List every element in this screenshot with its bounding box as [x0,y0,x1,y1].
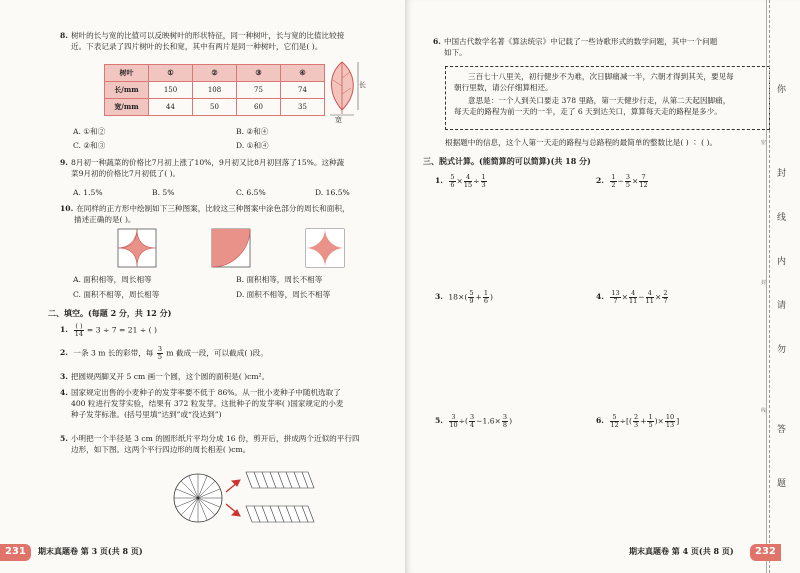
option-a[interactable]: A. 1.5% [73,188,103,197]
question-text: 小明把一个半径是 3 cm 的圆形纸片平均分成 16 份，剪开后，拼成两个近似的平行四 [70,434,360,443]
table-row [105,82,325,99]
fraction: $\frac{4}{11}$ [629,289,638,305]
sidebar-char: 答 [777,425,787,435]
table-cell: 75 [237,82,281,99]
calc-3: 3. 18×( $\frac{5}{9}$ + $\frac{1}{6}$ ) [435,289,493,305]
fraction: $\frac{3}{5}$ [625,173,631,189]
table-cell: 宽/mm [105,99,149,116]
option-d[interactable]: D. 16.5% [315,188,350,197]
calc-4: 4. $\frac{13}{7}$ × $\frac{4}{11}$ − $\frac{4}{11}$ × $\frac{2}{7}$ [596,289,668,305]
page-number-left: 231 [0,544,31,561]
table-row [105,65,325,82]
question-number: 2. [596,176,604,186]
table-row [105,99,325,116]
fraction: $\frac{1}{5}$ [648,413,653,429]
question-9 [60,157,390,179]
option-b[interactable]: B. 面积相等，周长不相等 [236,275,323,284]
fraction-denominator: 5 [157,352,162,361]
seal-line-sidebar: 你 密 封 线 内 封 请 勿 线 答 题 [766,0,800,573]
fill-4 [60,387,390,420]
poem-text: 三百七十八里关，初行健步不为难，次日脚痛减一半，六朝才得到其关，要见每 [468,72,734,81]
question-number: 5. [60,434,68,443]
sidebar-char: 请 [777,301,787,311]
question-number: 6. [433,37,441,46]
fraction: $\frac{4}{11}$ [645,289,654,305]
table-cell: 50 [193,99,237,116]
option-c[interactable]: C. 6.5% [236,188,266,197]
option-c[interactable]: C. 面积不相等，周长相等 [73,290,160,299]
fraction: $\frac{13}{7}$ [611,289,620,305]
question-text: 在同样的正方形中绘制如下三种图案，比较这三种图案中涂色部分的周长和面积， [76,204,350,213]
sidebar-char: 线 [777,213,787,223]
table-cell: 44 [149,99,193,116]
pattern-quarter-circle-square [211,228,251,268]
question-text: 国家规定出售的小麦种子的发芽率要不低于 86%。从一批小麦种子中随机选取了 [70,388,341,397]
question-text: 把圆规两脚叉开 5 cm 画一个圆，这个圆的面积是( )cm²。 [70,372,270,381]
fraction: $\frac{5}{12}$ [610,413,619,429]
question-text: 400 粒进行发芽实验，结果有 372 粒发芽。这批种子的发芽率( )国家规定的小麦 [71,399,344,408]
poem-box [445,66,770,130]
section-score: (每题 2 分，共 12 分) [88,308,172,318]
section-3-heading [423,156,591,168]
question-text: 如下。 [444,48,467,57]
question-text: 描述正确的是( )。 [74,215,136,224]
table-header: ③ [237,65,281,82]
leaf-length-label: 长 [359,81,366,89]
question-text: = 3 ÷ 7 = 21 ÷ ( ) [86,325,157,335]
question-number: 6. [596,416,604,426]
question-text: 菜9月初的价格比7月初低了( )。 [71,169,181,178]
poem-text: 朝行里数，请公仔细算相还。 [454,83,553,92]
fraction: $\frac{1}{6}$ [483,289,488,305]
leaf-table [104,64,325,116]
option-d[interactable]: D. 面积不相等，周长不相等 [236,290,331,299]
question-number: 3. [435,292,443,302]
sidebar-char: 你 [777,85,787,95]
footer-text-left: 期末真题卷 第 3 页(共 8 页) [38,546,143,556]
leaf-width-label: 宽 [335,116,342,124]
fraction: $\frac{4}{15}$ [463,173,473,189]
table-cell: 74 [281,82,325,99]
question-text: 8月初一种蔬菜的价格比7月初上涨了10%，9月初又比8月初回落了15%。这种蔬 [70,158,345,167]
question-number: 2. [60,348,68,358]
poem-meaning: 意思是：一个人到关口要走 378 里路，第一天健步行走，从第二天起因脚痛， [468,96,731,105]
calc-2: 2. $\frac{1}{2}$ − $\frac{3}{5}$ × $\frac{7}{12}$ [596,173,648,189]
fraction: $\frac{2}{3}$ [633,413,639,429]
sidebar-char: 内 [777,257,787,267]
option-b[interactable]: B. 5% [152,188,175,197]
parallelogram-bottom [246,506,314,522]
fill-1 [60,323,157,338]
table-cell: 长/mm [105,82,149,99]
fraction-denominator: 14 [74,329,84,338]
calc-6: 6. $\frac{5}{12}$ ÷[( $\frac{2}{3}$ + $\frac{1}{5}$ )× $\frac{10}{13}$ ] [596,413,680,429]
pattern-star-square [117,228,157,268]
section-score: (能简算的可以简算)(共 18 分) [479,156,591,166]
question-10 [60,203,390,225]
question-text: 树叶的长与宽的比值可以反映树叶的形状特征，同一种树叶，长与宽的比值比较接 [70,31,345,40]
question-text: 边形，如下图。这两个平行四边形的周长相差( )cm。 [71,445,251,454]
question-number: 4. [60,388,68,397]
section-title: 三、脱式计算。 [423,156,479,166]
fraction [157,346,163,361]
fraction-numerator: 3 [157,345,162,353]
table-header: ① [149,65,193,82]
fill-5 [60,433,390,455]
question-text: 中国古代数学名著《算法统宗》中记载了一些诗歌形式的数学问题，其中一个问题 [443,37,718,46]
fill-2 [60,346,268,361]
fraction: $\frac{5}{6}$ [450,173,455,189]
dashed-seal-line [769,0,770,573]
question-number: 1. [60,325,68,335]
arrow-icon [226,480,240,516]
table-cell: 60 [237,99,281,116]
question-text: 近。下表记录了四片树叶的长和宽，其中有两片是同一种树叶，它们是( )。 [71,42,323,51]
table-header: ② [193,65,237,82]
question-number: 1. [435,176,443,186]
table-header: 树叶 [105,65,149,82]
question-number: 9. [60,158,68,167]
question-text: 种子发芽标准。(括号里填“达到”或“没达到”) [71,410,222,419]
table-cell: 35 [281,99,325,116]
question-6-ask: 根据题中的信息，这个人第一天走的路程与总路程的最简单的整数比是( ) ∶ ( )。 [445,138,718,147]
table-cell: 108 [193,82,237,99]
option-d[interactable]: D. ①和④ [236,141,269,150]
fraction: $\frac{3}{4}$ [469,413,475,429]
calc-5: 5. $\frac{3}{10}$ ÷( $\frac{3}{4}$ −1.6× $\frac{3}{8}$ ) [435,413,513,429]
fraction-numerator: ( ) [75,322,83,330]
option-a[interactable]: A. 面积相等，周长相等 [73,275,152,284]
sidebar-char: 题 [777,479,787,489]
option-b[interactable]: B. ②和④ [236,127,269,136]
sidebar-char: 勿 [777,345,787,355]
question-number: 10. [60,204,74,213]
fraction: $\frac{1}{3}$ [481,173,486,189]
table-header: ④ [281,65,325,82]
fraction: $\frac{3}{10}$ [449,413,458,429]
question-number: 5. [435,416,443,426]
right-page [405,0,800,573]
parallelogram-top [246,472,314,488]
fraction [74,323,83,338]
fraction: $\frac{1}{2}$ [611,173,616,189]
sector-circle [174,474,222,522]
fraction: $\frac{7}{12}$ [639,173,648,189]
footer-text-right: 期末真题卷 第 4 页(共 8 页) [629,546,734,556]
question-number: 4. [596,292,604,302]
question-text: 一条 3 m 长的彩带，每 [73,348,154,358]
circle-to-parallelogram-diagram [168,468,318,528]
page-number-right: 232 [750,544,781,561]
fraction: $\frac{5}{9}$ [469,289,474,305]
option-a[interactable]: A. ①和② [73,127,106,136]
table-cell: 150 [149,82,193,99]
fill-3 [60,371,269,382]
question-number: 3. [60,372,68,381]
section-title: 二、填空。 [48,308,88,318]
question-text: m 截成一段，可以截成( )段。 [166,348,268,358]
sidebar-char: 封 [777,169,787,179]
option-c[interactable]: C. ②和③ [73,141,106,150]
pattern-corner-arcs-square [305,228,345,268]
calc-1: 1. $\frac{5}{6}$ × $\frac{4}{15}$ ÷ $\frac{1}{3}$ [435,173,486,189]
section-2-heading [48,308,171,320]
poem-meaning: 每天走的路程为前一天的一半，走了 6 天到达关口，算算每天走的路程是多少。 [454,107,722,116]
question-8 [60,30,390,52]
fraction: $\frac{10}{13}$ [665,413,675,429]
fraction: $\frac{3}{8}$ [502,413,508,429]
question-number: 8. [60,31,68,40]
fraction: $\frac{2}{7}$ [663,289,668,305]
question-6 [433,36,768,58]
